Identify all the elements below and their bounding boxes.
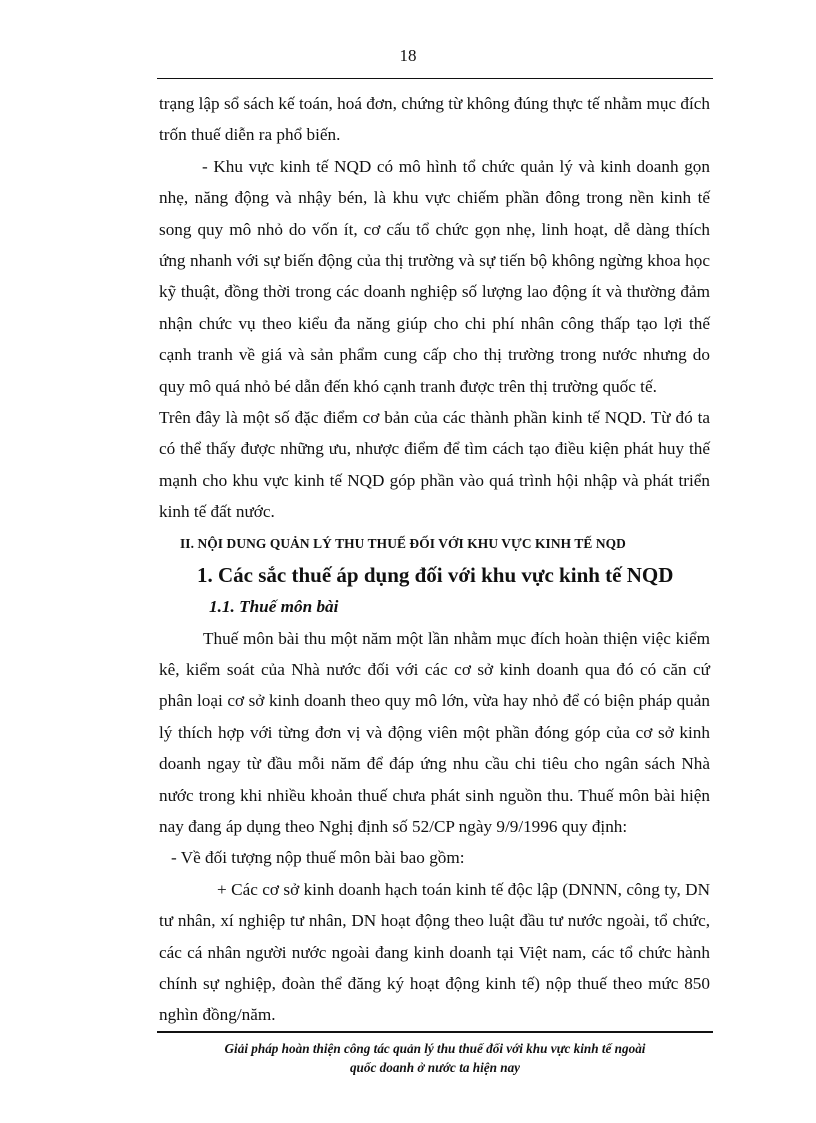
footer-line-1: Giải pháp hoàn thiện công tác quản lý thu thuế đối với khu vực kinh tế ngoài [224, 1041, 646, 1056]
footer-divider [157, 1031, 713, 1033]
chapter-heading: 1. Các sắc thuế áp dụng đối với khu vực kinh tế NQD [197, 563, 674, 588]
paragraph-businesses: + Các cơ sở kinh doanh hạch toán kinh tế độc lập (DNNN, công ty, DN tư nhân, xí nghiệp tư nhân, DN hoạt động theo luật đầu tư nước ngoài, tổ chức, các cá nhân người nước ngoài đang kinh doanh tại Việt nam, các tổ chức hành chính sự nghiệp, đoàn thể đăng ký hoạt động kinh tế) nộp thuế theo mức 850 nghìn đồng/năm. [159, 879, 710, 1025]
paragraph-license-tax: Thuế môn bài thu một năm một lần nhằm mục đích hoàn thiện việc kiểm kê, kiểm soát của Nhà nước đối với các cơ sở kinh doanh qua đó có căn cứ phân loại cơ sở kinh doanh theo quy mô lớn, vừa hay nhỏ để có biện pháp quản lý thích hợp với từng đơn vị và động viên một phần đóng góp của cơ sở kinh doanh ngay từ đầu mỗi năm để đáp ứng nhu cầu chi tiêu cho ngân sách Nhà nước trong khi nhiều khoản thuế chưa phát sinh nguồn thu. Thuế môn bài hiện nay đang áp dụng theo Nghị định số 52/CP ngày 9/9/1996 quy định: [159, 628, 710, 836]
sub-heading: 1.1. Thuế môn bài [209, 597, 339, 617]
paragraph-nqd-model: - Khu vực kinh tế NQD có mô hình tổ chức quản lý và kinh doanh gọn nhẹ, năng động và nhậy bén, là khu vực chiếm phần đông trong nền kinh tế song quy mô nhỏ do vốn ít, cơ cấu tổ chức gọn nhẹ, linh hoạt, dễ dàng thích ứng nhanh với sự biến động của thị trường và sự tiến bộ không ngừng khoa học kỹ thuật, đồng thời trong các doanh nghiệp số lượng lao động ít và thường đảm nhận chức vụ theo kiểu đa năng giúp cho chi phí nhân công thấp tạo lợi thế cạnh tranh về giá và sản phẩm cung cấp cho thị trường trong nước nhưng do quy mô quá nhỏ bé dẫn đến khó cạnh tranh được trên thị trường quốc tế. [159, 156, 710, 396]
paragraph-summary: Trên đây là một số đặc điểm cơ bản của các thành phần kinh tế NQD. Từ đó ta có thể thấy được những ưu, nhược điểm để tìm cách tạo điều kiện phát huy thế mạnh cho khu vực kinh tế NQD góp phần vào quá trình hội nhập và phát triển kinh tế đất nước. [159, 408, 710, 522]
page-number: 18 [399, 46, 417, 65]
header-divider [157, 78, 713, 79]
document-body [159, 88, 710, 1031]
footer-line-2: quốc doanh ở nước ta hiện nay [349, 1060, 521, 1075]
paragraph-subjects: - Về đối tượng nộp thuế môn bài bao gồm: [171, 848, 465, 868]
footer [157, 1039, 713, 1077]
section-heading: II. NỘI DUNG QUẢN LÝ THU THUẾ ĐỐI VỚI KHU VỰC KINH TẾ NQD [180, 535, 626, 551]
paragraph-continuation: trạng lập sổ sách kế toán, hoá đơn, chứng từ không đúng thực tế nhằm mục đích trốn thuế diễn ra phổ biến. [159, 94, 710, 145]
